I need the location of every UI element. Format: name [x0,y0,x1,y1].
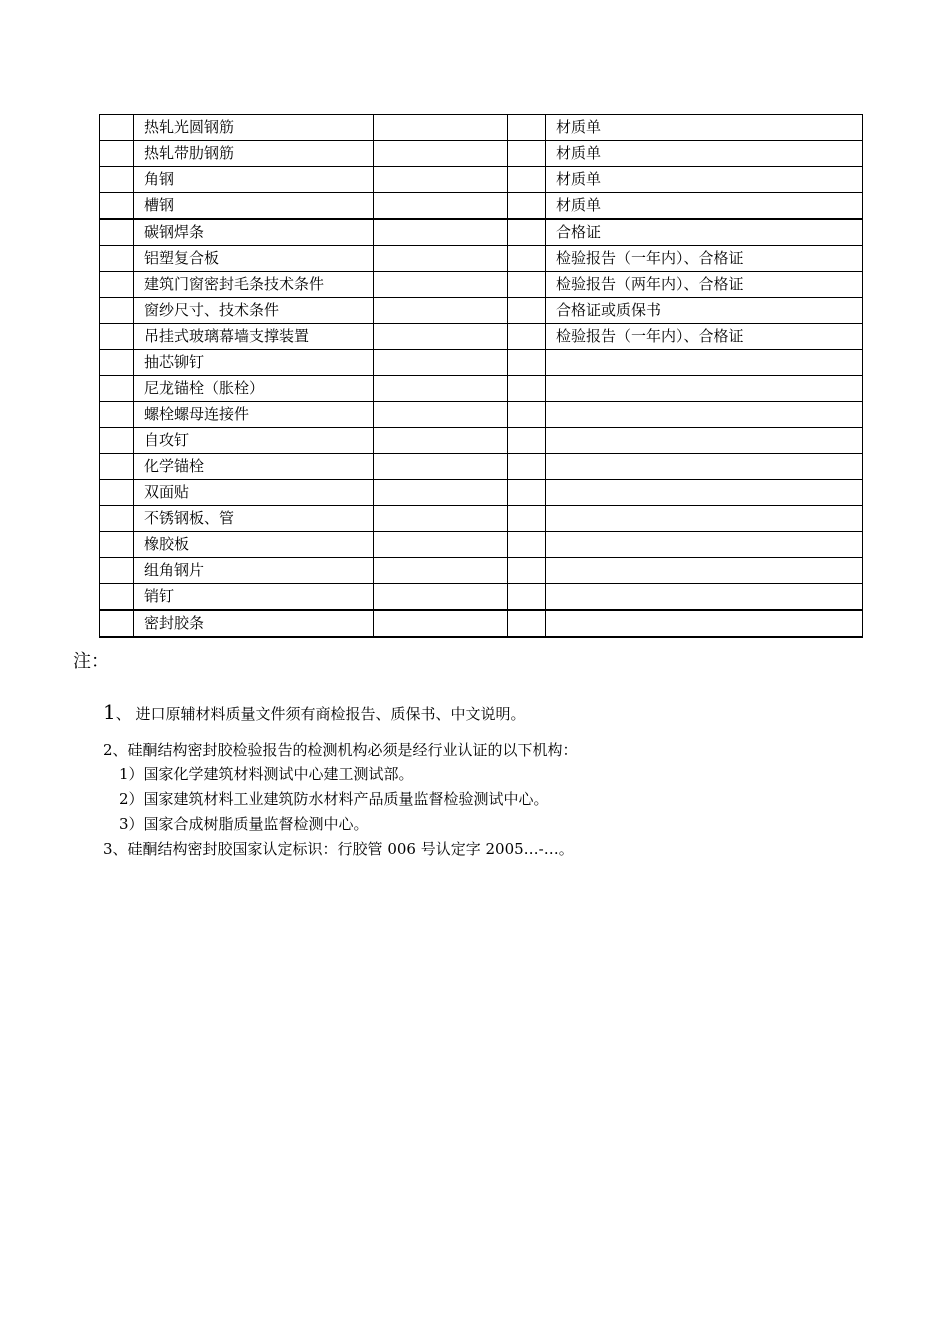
note-1 [103,701,526,725]
table-row [100,141,863,167]
blank-cell [508,402,546,428]
material-name-cell: 角钢 [134,167,374,193]
quality-document-cell: 材质单 [546,141,863,167]
blank-cell [374,402,508,428]
index-cell [100,454,134,480]
blank-cell [508,350,546,376]
quality-document-cell: 合格证 [546,219,863,246]
blank-cell [374,610,508,637]
notes-title: 注： [73,651,109,672]
table-row [100,584,863,611]
materials-table-body [100,115,863,638]
blank-cell [374,167,508,193]
blank-cell [508,454,546,480]
table-row [100,350,863,376]
index-cell [100,480,134,506]
blank-cell [508,480,546,506]
material-name-cell: 吊挂式玻璃幕墙支撑装置 [134,324,374,350]
index-cell [100,115,134,141]
note-2-item-2: 2）国家建筑材料工业建筑防水材料产品质量监督检验测试中心。 [119,790,549,808]
blank-cell [508,506,546,532]
material-name-cell: 组角钢片 [134,558,374,584]
material-name-cell: 碳钢焊条 [134,219,374,246]
blank-cell [374,350,508,376]
table-row [100,193,863,220]
table-row [100,219,863,246]
blank-cell [508,167,546,193]
table-row [100,558,863,584]
material-name-cell: 热轧带肋钢筋 [134,141,374,167]
blank-cell [374,454,508,480]
table-row [100,454,863,480]
index-cell [100,219,134,246]
blank-cell [374,193,508,220]
table-row [100,115,863,141]
index-cell [100,324,134,350]
blank-cell [374,480,508,506]
material-name-cell: 窗纱尺寸、技术条件 [134,298,374,324]
blank-cell [374,219,508,246]
material-name-cell: 槽钢 [134,193,374,220]
blank-cell [508,272,546,298]
materials-table [99,114,863,638]
quality-document-cell: 检验报告（两年内）、合格证 [546,272,863,298]
table-row [100,324,863,350]
blank-cell [508,610,546,637]
note-1-number: 1 [103,700,116,724]
index-cell [100,506,134,532]
quality-document-cell [546,402,863,428]
index-cell [100,167,134,193]
note-2-item-3: 3）国家合成树脂质量监督检测中心。 [119,815,369,833]
material-name-cell: 热轧光圆钢筋 [134,115,374,141]
table-row [100,402,863,428]
blank-cell [508,532,546,558]
index-cell [100,141,134,167]
material-name-cell: 铝塑复合板 [134,246,374,272]
quality-document-cell: 材质单 [546,167,863,193]
material-name-cell: 橡胶板 [134,532,374,558]
blank-cell [508,141,546,167]
note-1-text: 、 进口原辅材料质量文件须有商检报告、质保书、中文说明。 [115,705,526,723]
blank-cell [374,298,508,324]
table-row [100,506,863,532]
index-cell [100,272,134,298]
quality-document-cell: 材质单 [546,193,863,220]
table-row [100,532,863,558]
quality-document-cell [546,454,863,480]
notes-section [73,650,893,674]
material-name-cell: 不锈钢板、管 [134,506,374,532]
material-name-cell: 化学锚栓 [134,454,374,480]
blank-cell [508,324,546,350]
quality-document-cell [546,480,863,506]
quality-document-cell: 检验报告（一年内）、合格证 [546,324,863,350]
blank-cell [374,506,508,532]
material-name-cell: 建筑门窗密封毛条技术条件 [134,272,374,298]
material-name-cell: 抽芯铆钉 [134,350,374,376]
table-row [100,428,863,454]
blank-cell [374,428,508,454]
quality-document-cell [546,584,863,611]
note-3: 3、硅酮结构密封胶国家认定标识：行胶管 006 号认定字 2005…-…。 [103,840,574,858]
table-row [100,272,863,298]
blank-cell [508,246,546,272]
index-cell [100,428,134,454]
index-cell [100,610,134,637]
blank-cell [374,584,508,611]
quality-document-cell [546,350,863,376]
material-name-cell: 尼龙锚栓（胀栓） [134,376,374,402]
index-cell [100,376,134,402]
quality-document-cell [546,506,863,532]
note-2-item-1: 1）国家化学建筑材料测试中心建工测试部。 [119,765,414,783]
blank-cell [374,558,508,584]
blank-cell [508,584,546,611]
quality-document-cell [546,532,863,558]
blank-cell [374,141,508,167]
material-name-cell: 密封胶条 [134,610,374,637]
blank-cell [508,558,546,584]
quality-document-cell: 合格证或质保书 [546,298,863,324]
blank-cell [508,428,546,454]
index-cell [100,298,134,324]
table-row [100,610,863,637]
material-name-cell: 螺栓螺母连接件 [134,402,374,428]
quality-document-cell: 材质单 [546,115,863,141]
blank-cell [508,376,546,402]
index-cell [100,532,134,558]
quality-document-cell [546,558,863,584]
index-cell [100,584,134,611]
blank-cell [374,376,508,402]
table-row [100,167,863,193]
material-name-cell: 自攻钉 [134,428,374,454]
blank-cell [508,219,546,246]
index-cell [100,193,134,220]
quality-document-cell [546,428,863,454]
table-row [100,480,863,506]
index-cell [100,558,134,584]
blank-cell [374,532,508,558]
table-row [100,246,863,272]
material-name-cell: 双面贴 [134,480,374,506]
table-row [100,298,863,324]
blank-cell [374,246,508,272]
table-row [100,376,863,402]
blank-cell [508,298,546,324]
material-name-cell: 销钉 [134,584,374,611]
blank-cell [508,193,546,220]
quality-document-cell [546,376,863,402]
blank-cell [508,115,546,141]
quality-document-cell: 检验报告（一年内）、合格证 [546,246,863,272]
blank-cell [374,115,508,141]
index-cell [100,246,134,272]
index-cell [100,402,134,428]
index-cell [100,350,134,376]
quality-document-cell [546,610,863,637]
note-2: 2、硅酮结构密封胶检验报告的检测机构必须是经行业认证的以下机构： [103,741,578,759]
blank-cell [374,272,508,298]
blank-cell [374,324,508,350]
